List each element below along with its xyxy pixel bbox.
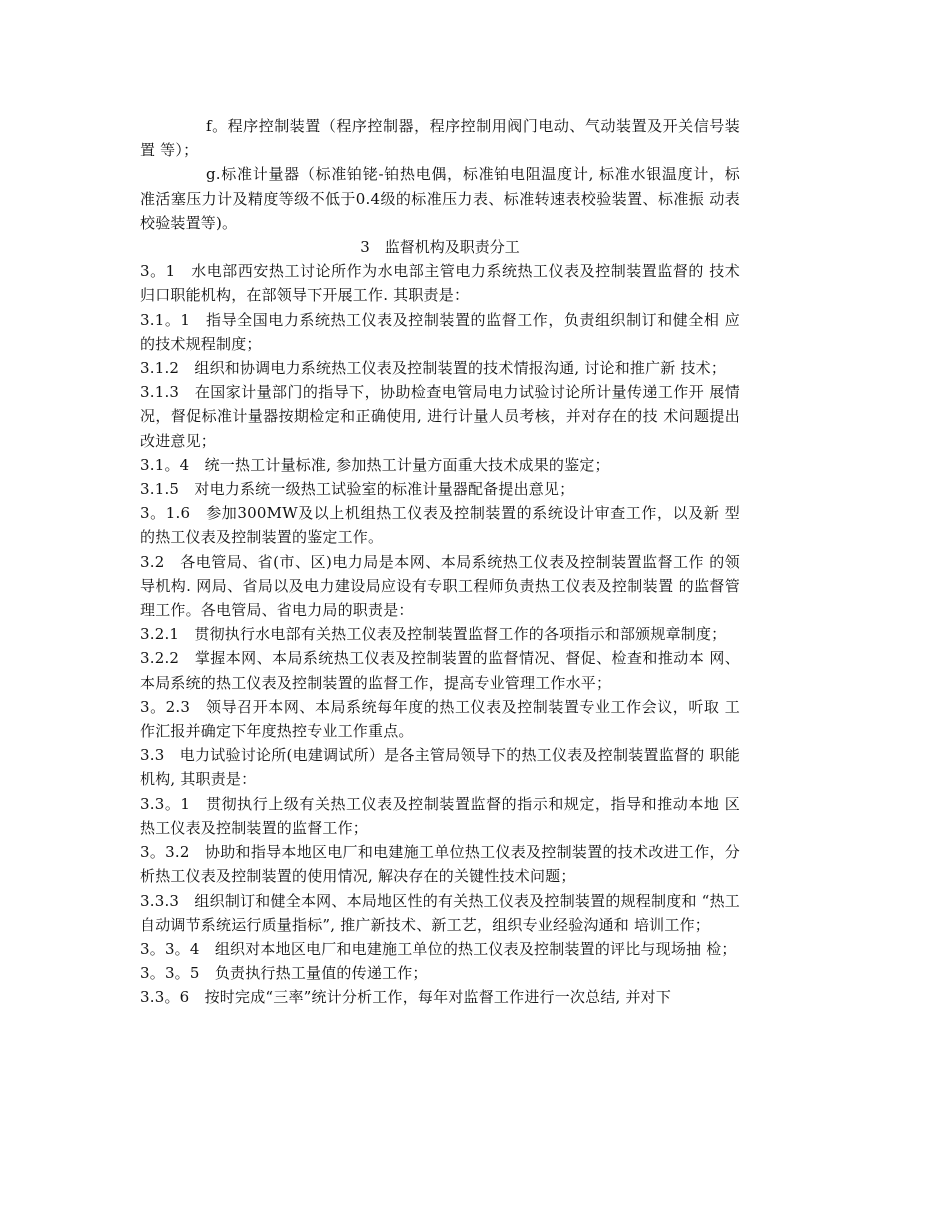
clause-3-3-1: 3.3。1 贯彻执行上级有关热工仪表及控制装置监督的指示和规定，指导和推动本地 区热工仪表及控制装置的监督工作；: [140, 794, 740, 837]
clause-3-3: 3.3 电力试验讨论所(电建调试所）是各主管局领导下的热工仪表及控制装置监督的 职能机构, 其职责是：: [140, 746, 740, 789]
intro-item-f: f。程序控制装置（程序控制器，程序控制用阀门电动、气动装置及开关信号装置 等）；: [140, 117, 740, 160]
clause-3-2-1: 3.2.1 贯彻执行水电部有关热工仪表及控制装置监督工作的各项指示和部颁规章制度；: [140, 625, 727, 644]
clause-3-1-4: 3.1。4 统一热工计量标准, 参加热工计量方面重大技术成果的鉴定；: [140, 455, 610, 474]
clause-3-1-5: 3.1.5 对电力系统一级热工试验室的标准计量器配备提出意见；: [140, 480, 575, 499]
document-body: [140, 114, 740, 1010]
clause-3-1-6: 3。1.6 参加300MW及以上机组热工仪表及控制装置的系统设计审查工作，以及新 型的热工仪表及控制装置的鉴定工作。: [140, 504, 740, 547]
clause-3-1-2: 3.1.2 组织和协调电力系统热工仪表及控制装置的技术情报沟通, 讨论和推广新 技术；: [140, 359, 727, 378]
clause-3-3-2: 3。3.2 协助和指导本地区电厂和电建施工单位热工仪表及控制装置的技术改进工作，分析热工仪表及控制装置的使用情况, 解决存在的关键性技术问题；: [140, 843, 740, 886]
clause-3-1-1: 3.1。1 指导全国电力系统热工仪表及控制装置的监督工作，负责组织制订和健全相 应的技术规程制度；: [140, 310, 740, 353]
clause-3-3-4: 3。3。4 组织对本地区电厂和电建施工单位的热工仪表及控制装置的评比与现场抽 检；: [140, 939, 737, 958]
clause-3-3-5: 3。3。5 负责执行热工量值的传递工作；: [140, 964, 428, 983]
clause-3-3-3: 3.3.3 组织制订和健全本网、本局地区性的有关热工仪表及控制装置的规程制度和 “热工自动调节系统运行质量指标”, 推广新技术、新工艺，组织专业经验沟通和 培训工作；: [140, 891, 740, 934]
section-heading: 3 监督机构及职责分工: [360, 238, 520, 257]
clause-3-1-3: 3.1.3 在国家计量部门的指导下，协助检查电管局电力试验讨论所计量传递工作开 展情况，督促标准计量器按期检定和正确使用, 进行计量人员考核，并对存在的技 术问题提出改进意见；: [140, 383, 740, 450]
clause-3-1: 3。1 水电部西安热工讨论所作为水电部主管电力系统热工仪表及控制装置监督的 技术归口职能机构，在部领导下开展工作. 其职责是：: [140, 262, 740, 305]
clause-3-2-3: 3。2.3 领导召开本网、本局系统每年度的热工仪表及控制装置专业工作会议，听取 工作汇报并确定下年度热控专业工作重点。: [140, 697, 740, 741]
intro-item-g: g.标准计量器（标准铂铑-铂热电偶，标准铂电阻温度计, 标准水银温度计，标 准活塞压力计及精度等级不低于0.4级的标准压力表、标准转速表校验装置、标准振 动表校验装置等)。: [140, 165, 740, 232]
clause-3-2-2: 3.2.2 掌握本网、本局系统热工仪表及控制装置的监督情况、督促、检查和推动本 网、本局系统的热工仪表及控制装置的监督工作，提高专业管理工作水平；: [140, 649, 740, 692]
clause-3-2: 3.2 各电管局、省(市、区)电力局是本网、本局系统热工仪表及控制装置监督工作 的领导机构. 网局、省局以及电力建设局应设有专职工程师负责热工仪表及控制装置 的监督管理工作。各电管局、省电力局的职责是：: [140, 552, 740, 620]
clause-3-3-6: 3.3。6 按时完成“三率”统计分析工作，每年对监督工作进行一次总结, 并对下: [140, 988, 672, 1007]
